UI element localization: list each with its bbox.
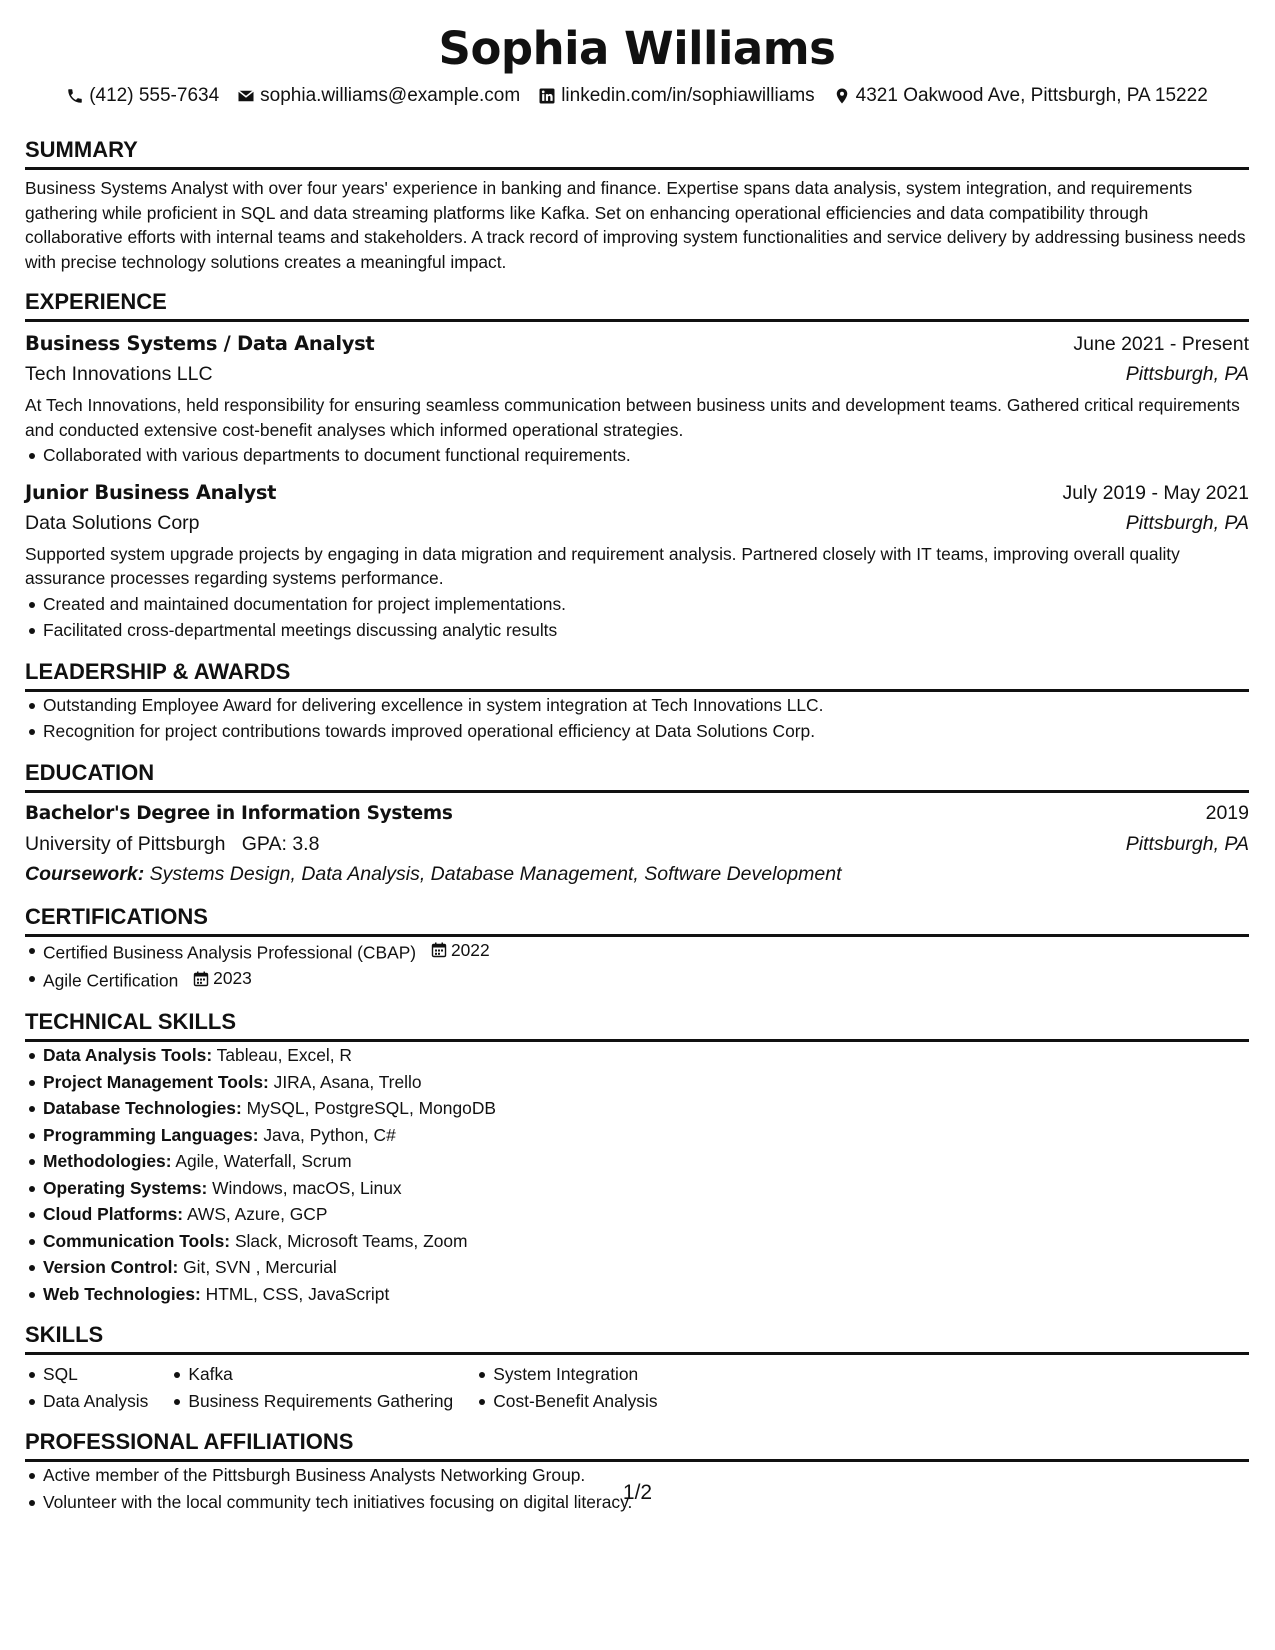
school-info [25, 829, 319, 859]
list-item: Active member of the Pittsburgh Business Analysts Networking Group. [43, 1462, 1249, 1489]
section-title-technical-skills: TECHNICAL SKILLS [25, 1008, 1249, 1042]
skill-category: Operating Systems: [43, 1177, 208, 1198]
list-item [43, 1228, 1249, 1255]
coursework-text: Systems Design, Data Analysis, Database Management, Software Development [149, 862, 842, 885]
section-title-experience: EXPERIENCE [25, 288, 1249, 322]
linkedin-icon [538, 87, 556, 105]
skill-category: Database Technologies: [43, 1098, 242, 1118]
skill-category: Project Management Tools: [43, 1071, 269, 1092]
email-link[interactable]: sophia.williams@example.com [260, 85, 521, 106]
contact-linkedin[interactable] [538, 82, 814, 110]
resume-page [25, 18, 1249, 1515]
skills-column [170, 1361, 475, 1414]
job-title: Business Systems / Data Analyst [25, 332, 375, 355]
list-item: Recognition for project contributions towards improved operational efficiency at Data Solutions Corp. [43, 718, 1249, 745]
certifications-section [25, 903, 1249, 995]
list-item [43, 1148, 1249, 1175]
list-item [43, 1254, 1249, 1281]
cert-date [193, 965, 252, 992]
list-item: System Integration [493, 1361, 657, 1388]
list-item: Business Requirements Gathering [188, 1388, 453, 1415]
skills-section [25, 1321, 1249, 1414]
summary-text: Business Systems Analyst with over four years' experience in banking and finance. Expertise spans data analysis, system integration, and requirements gathering while proficient in SQL and data streaming platforms like Kafka. Set on enhancing operational efficiencies and data compatibility through collaborative efforts with internal teams and stakeholders. A track record of improving system functionalities and service delivery by addressing business needs with precise technology solutions creates a meaningful impact. [25, 178, 1246, 272]
map-marker-icon [833, 87, 851, 105]
skill-values: Git, SVN , Mercurial [183, 1257, 337, 1277]
candidate-name: Sophia Williams [438, 22, 836, 75]
education-section [25, 759, 1249, 889]
experience-section [25, 288, 1249, 644]
leadership-section [25, 658, 1249, 745]
job-title: Junior Business Analyst [25, 480, 277, 504]
certifications-list [25, 937, 1249, 995]
leadership-list [25, 692, 1249, 745]
skill-values: Windows, macOS, Linux [212, 1177, 402, 1198]
cert-year: 2023 [213, 968, 252, 989]
cert-name: Certified Business Analysis Professional (CBAP) [43, 941, 417, 962]
job-bullets [25, 442, 1249, 469]
job-description: Supported system upgrade projects by engaging in data migration and requirement analysis. Partnered closely with IT teams, improving overall quality assurance processes regarding systems performance. [25, 543, 1180, 588]
list-item [43, 965, 1249, 994]
skills-column [25, 1361, 170, 1414]
address-text: 4321 Oakwood Ave, Pittsburgh, PA 15222 [855, 85, 1208, 106]
coursework [25, 859, 1249, 889]
list-item: SQL [43, 1361, 148, 1388]
job-company: Tech Innovations LLC [25, 363, 213, 385]
job-location: Pittsburgh, PA [1125, 363, 1249, 385]
list-item [43, 1069, 1249, 1096]
phone-text: (412) 555-7634 [89, 85, 220, 106]
contact-address [833, 82, 1208, 110]
list-item [43, 1201, 1249, 1228]
skill-category: Programming Languages: [43, 1124, 259, 1145]
list-item [43, 1175, 1249, 1202]
list-item [43, 1042, 1249, 1069]
job-entry [25, 329, 1249, 469]
graduation-year: 2019 [1205, 801, 1249, 824]
skills-grid [25, 1361, 1249, 1414]
contact-email[interactable] [237, 82, 520, 110]
job-description: At Tech Innovations, held responsibility for ensuring seamless communication between business units and development teams. Gathered critical requirements and conducted extensive cost-benefit analyses which informed operational strategies. [25, 395, 1240, 440]
skill-values: Java, Python, C# [263, 1124, 396, 1145]
skill-values: Slack, Microsoft Teams, Zoom [234, 1230, 468, 1251]
list-item: Data Analysis [43, 1388, 148, 1415]
section-title-leadership: LEADERSHIP & AWARDS [25, 658, 1249, 692]
skill-category: Cloud Platforms: [43, 1204, 184, 1224]
list-item [43, 937, 1249, 966]
list-item: Outstanding Employee Award for delivering excellence in system integration at Tech Innovations LLC. [43, 692, 1249, 719]
job-location: Pittsburgh, PA [1125, 511, 1249, 534]
contact-phone [66, 82, 219, 110]
list-item [43, 1281, 1249, 1308]
technical-skills-list [25, 1042, 1249, 1307]
gpa-text: GPA: 3.8 [241, 832, 320, 855]
skill-category: Web Technologies: [43, 1283, 201, 1304]
job-bullets [25, 591, 1249, 644]
list-item: Facilitated cross-departmental meetings discussing analytic results [43, 617, 1249, 644]
skill-values: AWS, Azure, GCP [186, 1204, 328, 1224]
calendar-icon [193, 971, 209, 987]
envelope-icon [237, 87, 255, 105]
job-entry [25, 478, 1249, 644]
skill-category: Methodologies: [43, 1151, 172, 1171]
phone-icon [66, 87, 84, 105]
school-location: Pittsburgh, PA [1125, 832, 1249, 855]
contact-bar [25, 82, 1249, 110]
job-dates: June 2021 - Present [1073, 333, 1249, 355]
list-item: Cost-Benefit Analysis [493, 1388, 657, 1415]
cert-year: 2022 [450, 939, 490, 960]
coursework-label: Coursework: [25, 862, 145, 885]
skill-values: MySQL, PostgreSQL, MongoDB [246, 1098, 496, 1118]
section-title-skills: SKILLS [25, 1321, 1249, 1355]
list-item: Created and maintained documentation for project implementations. [43, 591, 1249, 618]
skill-category: Communication Tools: [43, 1230, 231, 1251]
skill-values: Tableau, Excel, R [216, 1045, 352, 1065]
list-item [43, 1095, 1249, 1122]
cert-date [431, 937, 490, 964]
job-company: Data Solutions Corp [25, 511, 200, 534]
skill-values: HTML, CSS, JavaScript [205, 1283, 390, 1304]
list-item: Collaborated with various departments to document functional requirements. [43, 442, 1249, 469]
summary-section [25, 136, 1249, 274]
section-title-affiliations: PROFESSIONAL AFFILIATIONS [25, 1428, 1249, 1462]
page-number: 1/2 [622, 1481, 653, 1504]
skill-values: JIRA, Asana, Trello [273, 1071, 422, 1092]
degree-name: Bachelor's Degree in Information Systems [25, 802, 453, 824]
job-dates: July 2019 - May 2021 [1062, 481, 1249, 504]
section-title-certifications: CERTIFICATIONS [25, 903, 1249, 937]
skill-category: Data Analysis Tools: [43, 1045, 213, 1065]
school-name: University of Pittsburgh [25, 832, 226, 855]
cert-name: Agile Certification [43, 970, 179, 991]
education-entry [25, 798, 1249, 889]
section-title-summary: SUMMARY [25, 136, 1249, 170]
linkedin-link[interactable]: linkedin.com/in/sophiawilliams [561, 85, 815, 106]
skill-category: Version Control: [43, 1257, 179, 1277]
list-item: Kafka [188, 1361, 453, 1388]
list-item [43, 1122, 1249, 1149]
section-title-education: EDUCATION [25, 759, 1249, 793]
list-item: Volunteer with the local community tech initiatives focusing on digital literacy. [43, 1489, 1249, 1516]
technical-skills-section [25, 1008, 1249, 1307]
skills-column [475, 1361, 679, 1414]
skill-values: Agile, Waterfall, Scrum [175, 1151, 352, 1171]
calendar-icon [431, 942, 447, 958]
